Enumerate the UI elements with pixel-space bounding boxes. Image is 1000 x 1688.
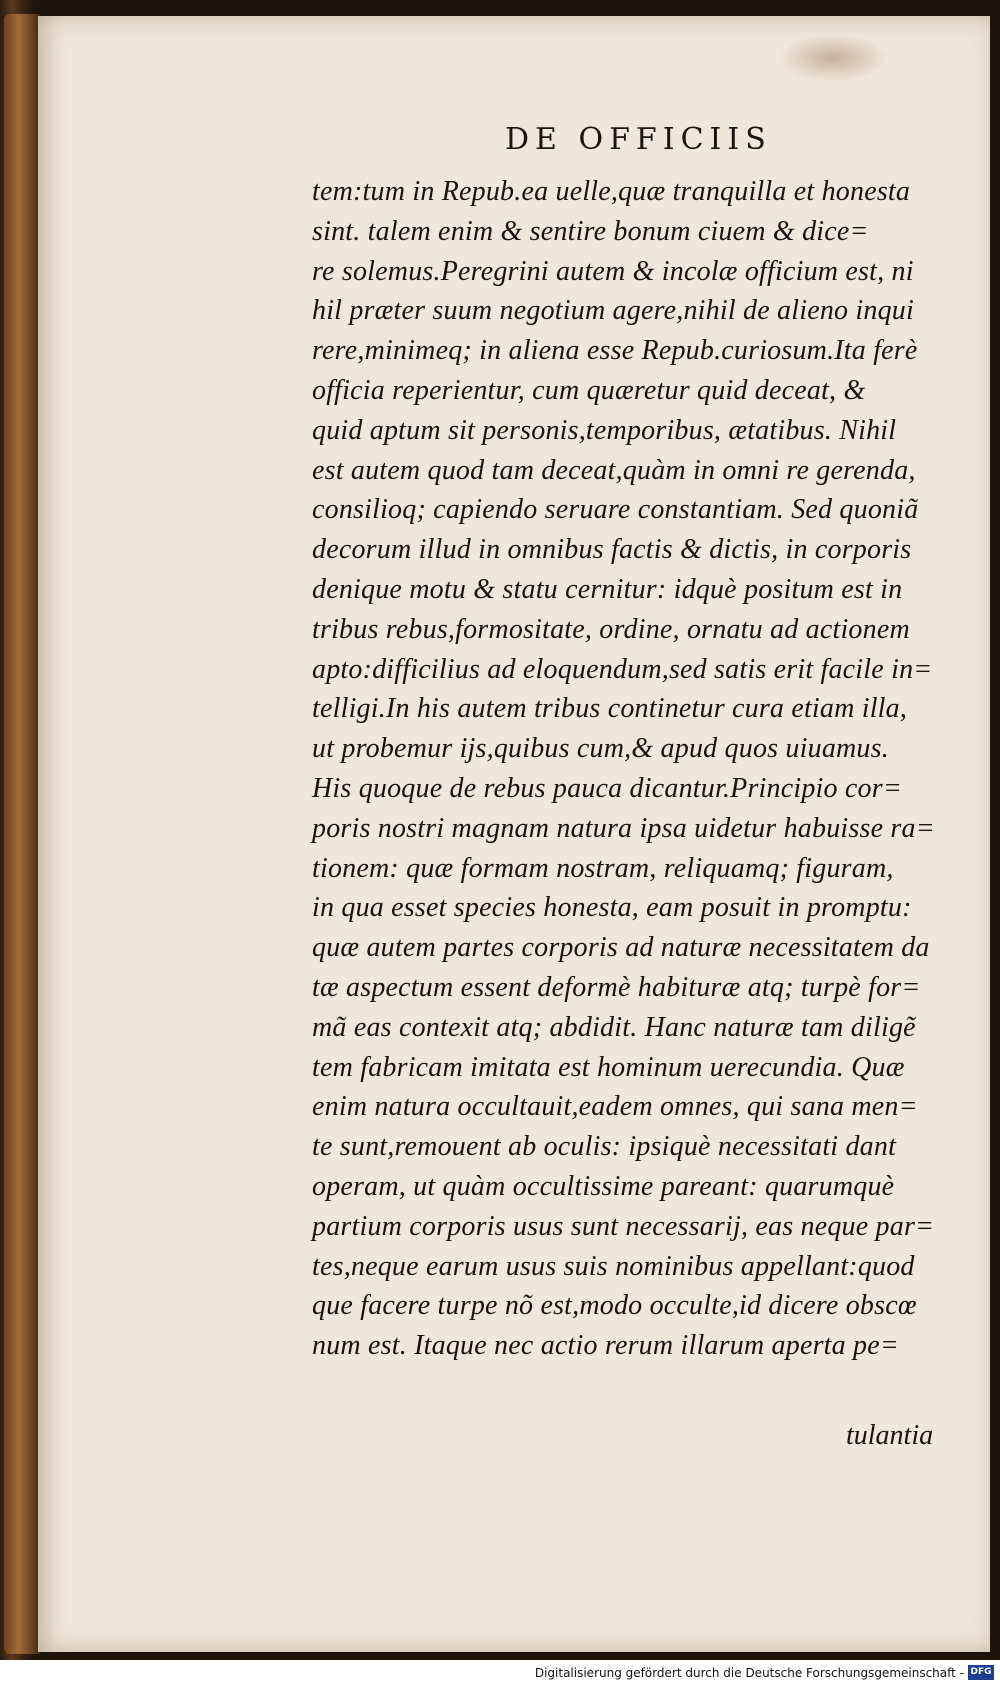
text-line: quid aptum sit personis,temporibus, ætatibus. Nihil [312, 414, 897, 446]
text-line: in qua esset species honesta, eam posuit in promptu: [312, 892, 912, 924]
text-line: tes,neque earum usus suis nominibus appellant:quod [312, 1250, 915, 1282]
text-line: consilioq; capiendo seruare constantiam. Sed quoniã [312, 494, 919, 526]
text-line: poris nostri magnam natura ipsa uidetur habuisse ra= [312, 812, 935, 844]
catchword: tulantia [846, 1420, 934, 1451]
text-line: que facere turpe nõ est,modo occulte,id dicere obscœ [312, 1290, 917, 1322]
text-line: operam, ut quàm occultissime pareant: quarumquè [312, 1170, 895, 1202]
running-head: DE OFFICIIS [505, 122, 772, 157]
text-line: re solemus.Peregrini autem & incolæ officium est, ni [312, 255, 914, 287]
text-line: telligi.In his autem tribus continetur cura etiam illa, [312, 693, 908, 725]
dfg-logo-icon: DFG [968, 1665, 994, 1680]
text-line: partium corporis usus sunt necessarij, eas neque par= [312, 1210, 935, 1242]
text-line: enim natura occultauit,eadem omnes, qui sana men= [312, 1091, 918, 1123]
body-text [312, 172, 978, 1366]
text-line: apto:difficilius ad eloquendum,sed satis erit facile in= [312, 653, 933, 685]
text-line: tribus rebus,formositate, ordine, ornatu ad actionem [312, 613, 910, 645]
text-line: tem fabricam imitata est hominum uerecundia. Quæ [312, 1051, 905, 1083]
text-line: num est. Itaque nec actio rerum illarum aperta pe= [312, 1330, 899, 1362]
text-line: tionem: quæ formam nostram, reliquamq; figuram, [312, 852, 894, 884]
page-stain [778, 34, 888, 82]
text-line: est autem quod tam deceat,quàm in omni re gerenda, [312, 454, 916, 486]
text-line: ut probemur ijs,quibus cum,& apud quos uiuamus. [312, 733, 889, 765]
text-line: tem:tum in Repub.ea uelle,quæ tranquilla et honesta [312, 176, 911, 207]
text-line: hil præter suum negotium agere,nihil de alieno inqui [312, 295, 914, 327]
text-line: denique motu & statu cernitur: idquè positum est in [312, 573, 903, 605]
text-line: mã eas contexit atq; abdidit. Hanc naturæ tam diligẽ [312, 1011, 916, 1043]
text-line: sint. talem enim & sentire bonum ciuem & dice= [312, 215, 869, 247]
text-line: His quoque de rebus pauca dicantur.Principio cor= [312, 772, 902, 804]
text-line: quæ autem partes corporis ad naturæ necessitatem da [312, 932, 930, 964]
text-line: rere,minimeq; in aliena esse Repub.curiosum.Ita ferè [312, 335, 918, 367]
text-line: decorum illud in omnibus factis & dictis, in corporis [312, 534, 912, 566]
book-binding-edge [4, 14, 40, 1654]
text-line: te sunt,remouent ab oculis: ipsiquè necessitati dant [312, 1131, 897, 1163]
digitization-credit: Digitalisierung gefördert durch die Deutsche Forschungsgemeinschaft - [534, 1666, 964, 1680]
text-line: officia reperientur, cum quæretur quid deceat, & [312, 374, 866, 406]
text-line: tæ aspectum essent deformè habituræ atq; turpè for= [312, 971, 921, 1003]
